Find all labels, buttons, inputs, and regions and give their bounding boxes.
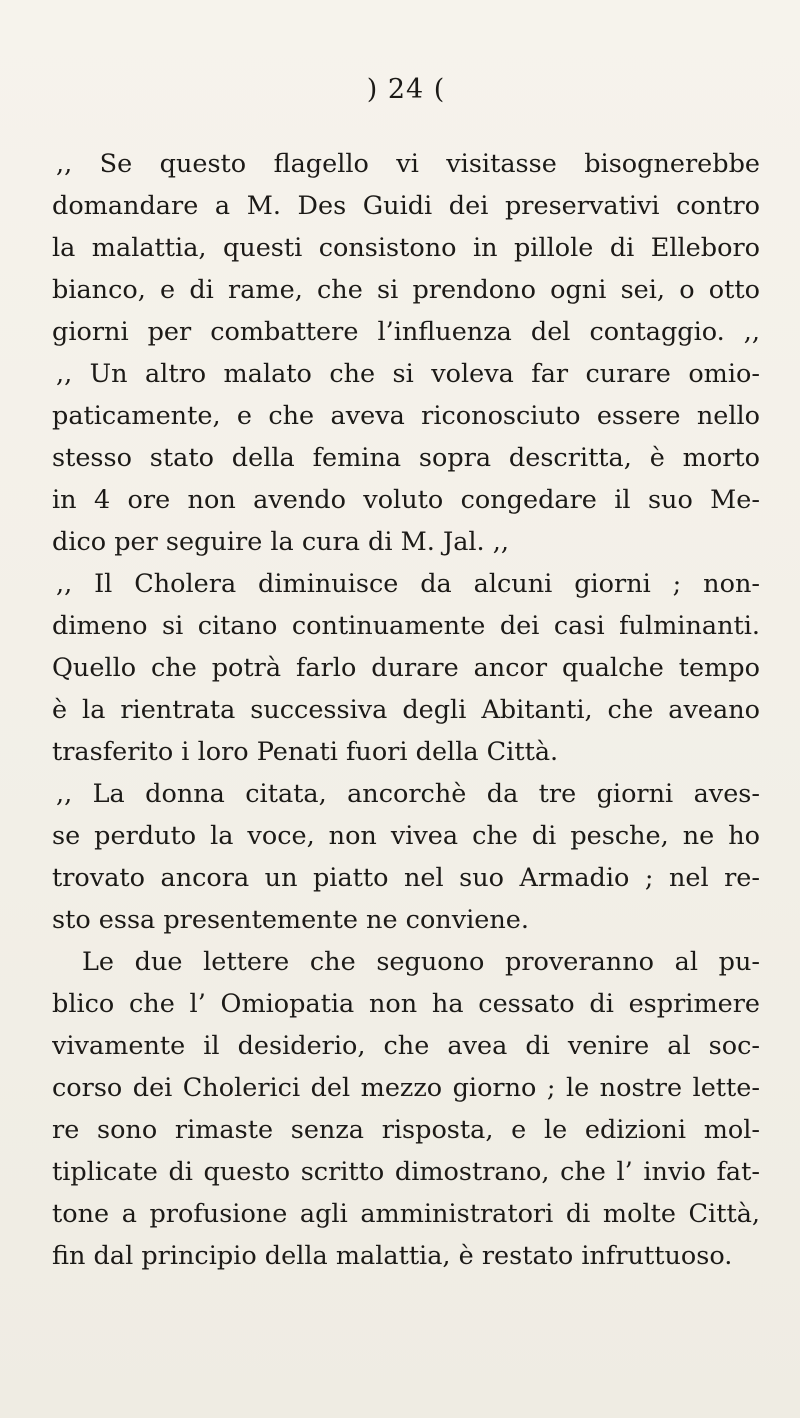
text-line: se perduto la voce, non vivea che di pesche, ne ho — [52, 821, 760, 851]
text-line: paticamente, e che aveva riconosciuto essere nello — [52, 401, 760, 431]
text-line: re sono rimaste senza risposta, e le edizioni mol- — [52, 1115, 760, 1145]
text-line: corso dei Cholerici del mezzo giorno ; le nostre lette- — [52, 1073, 760, 1103]
text-line: sto essa presentemente ne conviene. — [52, 905, 529, 935]
text-line: giorni per combattere l’influenza del contaggio. ,, — [52, 317, 760, 347]
text-line: dimeno si citano continuamente dei casi fulminanti. — [52, 611, 760, 641]
text-line: bianco, e di rame, che si prendono ogni sei, o otto — [52, 275, 760, 305]
text-line: domandare a M. Des Guidi dei preservativi contro — [52, 191, 760, 221]
text-line: dico per seguire la cura di M. Jal. ,, — [52, 527, 509, 557]
text-line: trasferito i loro Penati fuori della Città. — [52, 737, 559, 767]
page-number: ) 24 ( — [366, 74, 446, 105]
text-line: stesso stato della femina sopra descritta, è morto — [52, 443, 760, 473]
text-line: la malattia, questi consistono in pillole di Elleboro — [52, 233, 760, 263]
text-line: tiplicate di questo scritto dimostrano, che l’ invio fat- — [52, 1157, 760, 1187]
text-line: è la rientrata successiva degli Abitanti, che aveano — [52, 695, 760, 725]
text-line: ,, Un altro malato che si voleva far curare omio- — [56, 359, 760, 389]
text-line: vivamente il desiderio, che avea di venire al soc- — [52, 1031, 760, 1061]
text-line: in 4 ore non avendo voluto congedare il suo Me- — [52, 485, 760, 515]
text-line: ,, La donna citata, ancorchè da tre giorni aves- — [56, 779, 760, 809]
text-line: Le due lettere che seguono proveranno al pu- — [82, 947, 760, 977]
text-line: fin dal principio della malattia, è restato infruttuoso. — [52, 1241, 733, 1271]
text-line: ,, Il Cholera diminuisce da alcuni giorni ; non- — [56, 569, 760, 599]
text-line: ,, Se questo flagello vi visitasse bisognerebbe — [56, 149, 760, 179]
text-line: trovato ancora un piatto nel suo Armadio ; nel re- — [52, 863, 760, 893]
text-line: tone a profusione agli amministratori di molte Città, — [52, 1199, 760, 1229]
text-line: blico che l’ Omiopatia non ha cessato di esprimere — [52, 989, 760, 1019]
text-line: Quello che potrà farlo durare ancor qualche tempo — [52, 653, 760, 683]
